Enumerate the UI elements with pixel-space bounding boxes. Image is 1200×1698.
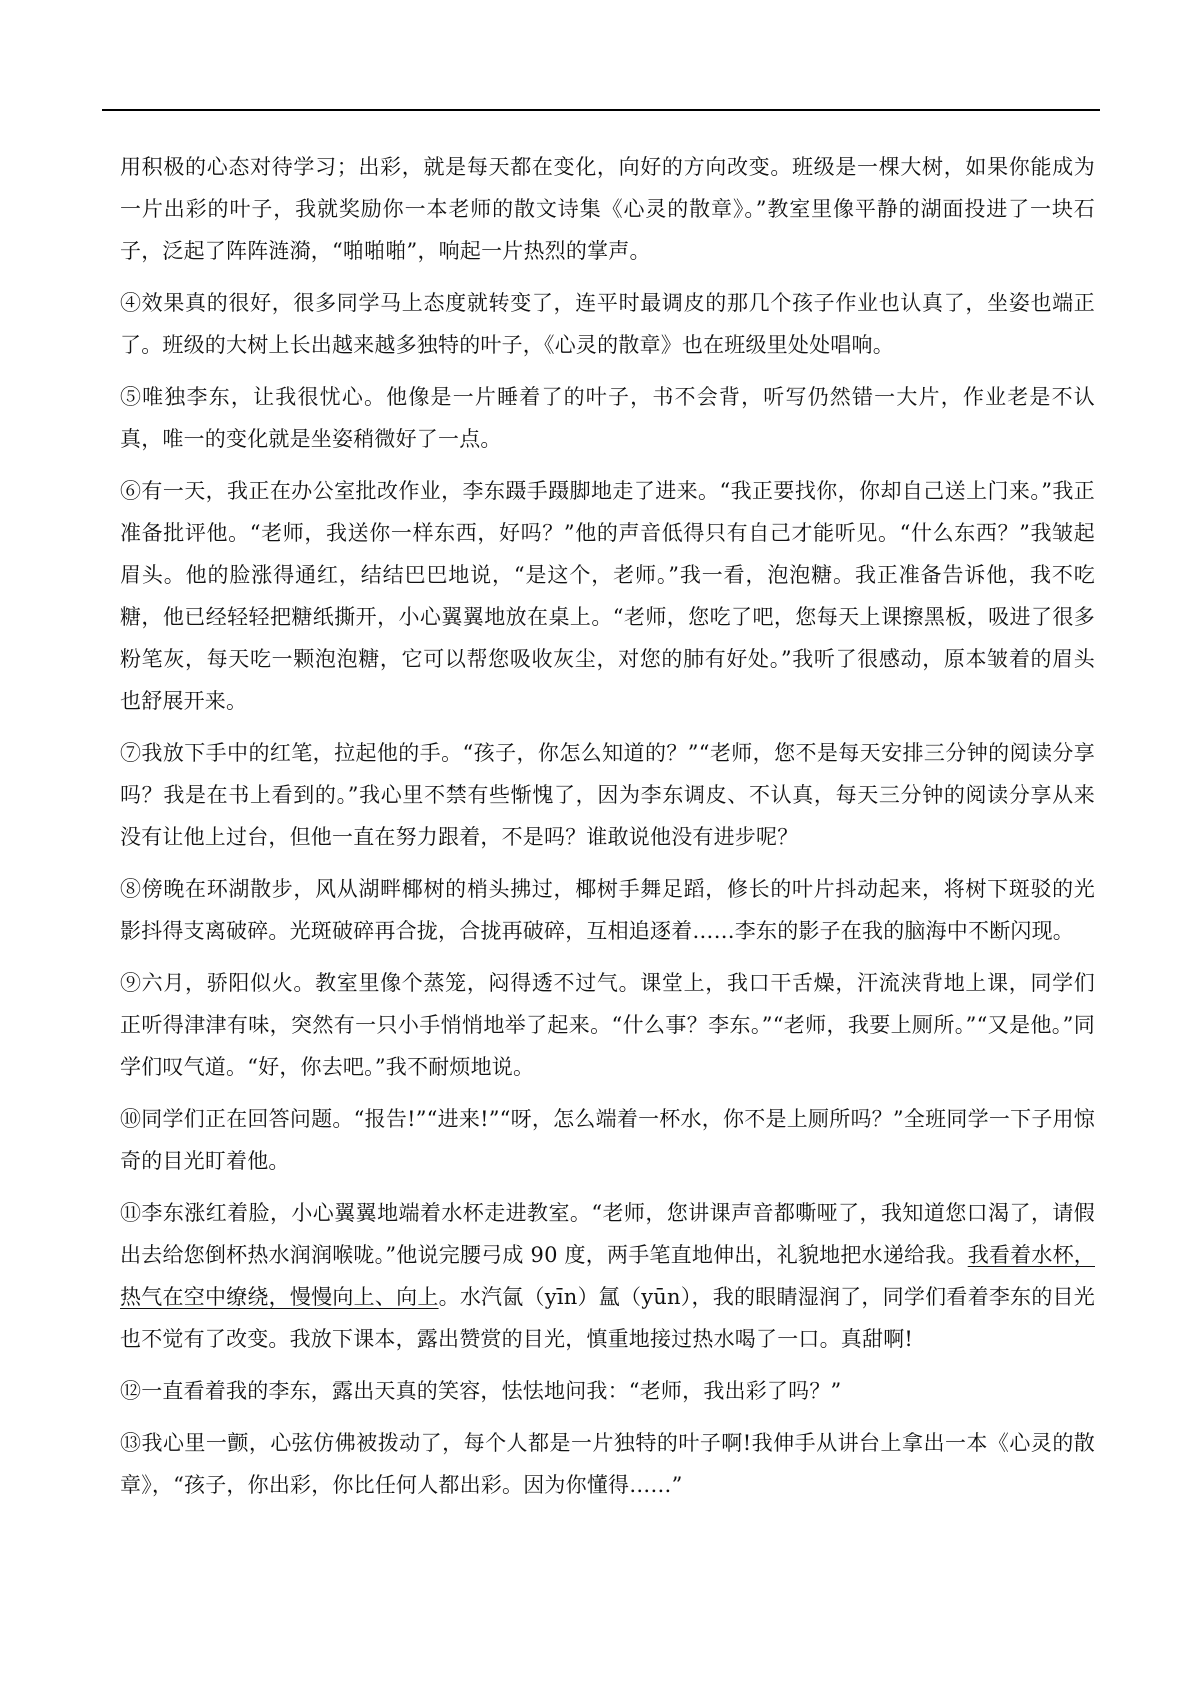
paragraph-7: ⑦我放下手中的红笔，拉起他的手。“孩子，你怎么知道的？”“老师，您不是每天安排三分钟的阅读分享吗？我是在书上看到的。”我心里不禁有些惭愧了，因为李东调皮、不认真，每天三分钟的阅读分享从来没有让他上过台，但他一直在努力跟着，不是吗？谁敢说他没有进步呢？ — [120, 741, 1095, 849]
paragraph-11-text-before: ⑪李东涨红着脸，小心翼翼地端着水杯走进教室。“老师，您讲课声音都嘶哑了，我知道您口渴了，请假出去给您倒杯热水润润喉咙。”他说完腰弓成 90 度，两手笔直地伸出，礼貌地把水递给我。 — [120, 1201, 1095, 1267]
header-rule — [102, 109, 1100, 111]
paragraph-12: ⑫一直看着我的李东，露出天真的笑容，怯怯地问我：“老师，我出彩了吗？” — [120, 1379, 842, 1403]
underlined-sentence: 我看着水杯，热气在空中缭绕，慢慢向上、向上 — [120, 1243, 1095, 1309]
paragraph-8: ⑧傍晚在环湖散步，风从湖畔椰树的梢头拂过，椰树手舞足蹈，修长的叶片抖动起来，将树下斑驳的光影抖得支离破碎。光斑破碎再合拢，合拢再破碎，互相追逐着……李东的影子在我的脑海中不断闪现。 — [120, 877, 1095, 943]
paragraph-10: ⑩同学们正在回答问题。“报告!”“进来!”“呀，怎么端着一杯水，你不是上厕所吗？”全班同学一下子用惊奇的目光盯着他。 — [120, 1107, 1095, 1173]
paragraph-4: ④效果真的很好，很多同学马上态度就转变了，连平时最调皮的那几个孩子作业也认真了，坐姿也端正了。班级的大树上长出越来越多独特的叶子，《心灵的散章》也在班级里处处唱响。 — [120, 291, 1095, 357]
paragraph-continuation: 用积极的心态对待学习；出彩，就是每天都在变化，向好的方向改变。班级是一棵大树，如果你能成为一片出彩的叶子，我就奖励你一本老师的散文诗集《心灵的散章》。”教室里像平静的湖面投进了一块石子，泛起了阵阵涟漪，“啪啪啪”，响起一片热烈的掌声。 — [120, 155, 1095, 263]
paragraph-6: ⑥有一天，我正在办公室批改作业，李东蹑手蹑脚地走了进来。“我正要找你，你却自己送上门来。”我正准备批评他。“老师，我送你一样东西，好吗？”他的声音低得只有自己才能听见。“什么东西？”我皱起眉头。他的脸涨得通红，结结巴巴地说，“是这个，老师。”我一看，泡泡糖。我正准备告诉他，我不吃糖，他已经轻轻把糖纸撕开，小心翼翼地放在桌上。“老师，您吃了吧，您每天上课擦黑板，吸进了很多粉笔灰，每天吃一颗泡泡糖，它可以帮您吸收灰尘，对您的肺有好处。”我听了很感动，原本皱着的眉头也舒展开来。 — [120, 479, 1095, 713]
paragraph-5: ⑤唯独李东，让我很忧心。他像是一片睡着了的叶子，书不会背，听写仍然错一大片，作业老是不认真，唯一的变化就是坐姿稍微好了一点。 — [120, 385, 1095, 451]
paragraph-11-text-after: 。水汽氤（yīn）氲（yūn），我的眼睛湿润了，同学们看着李东的目光也不觉有了改变。我放下课本，露出赞赏的目光，慎重地接过热水喝了一口。真甜啊! — [120, 1285, 1095, 1351]
article-body — [120, 146, 1095, 1516]
paragraph-13: ⑬我心里一颤，心弦仿佛被拨动了，每个人都是一片独特的叶子啊!我伸手从讲台上拿出一本《心灵的散章》，“孩子，你出彩，你比任何人都出彩。因为你懂得……” — [120, 1431, 1095, 1497]
paragraph-9: ⑨六月，骄阳似火。教室里像个蒸笼，闷得透不过气。课堂上，我口干舌燥，汗流浃背地上课，同学们正听得津津有味，突然有一只小手悄悄地举了起来。“什么事？李东。”“老师，我要上厕所。”“又是他。”同学们叹气道。“好，你去吧。”我不耐烦地说。 — [120, 971, 1095, 1079]
paragraph-11 — [120, 1192, 1095, 1360]
